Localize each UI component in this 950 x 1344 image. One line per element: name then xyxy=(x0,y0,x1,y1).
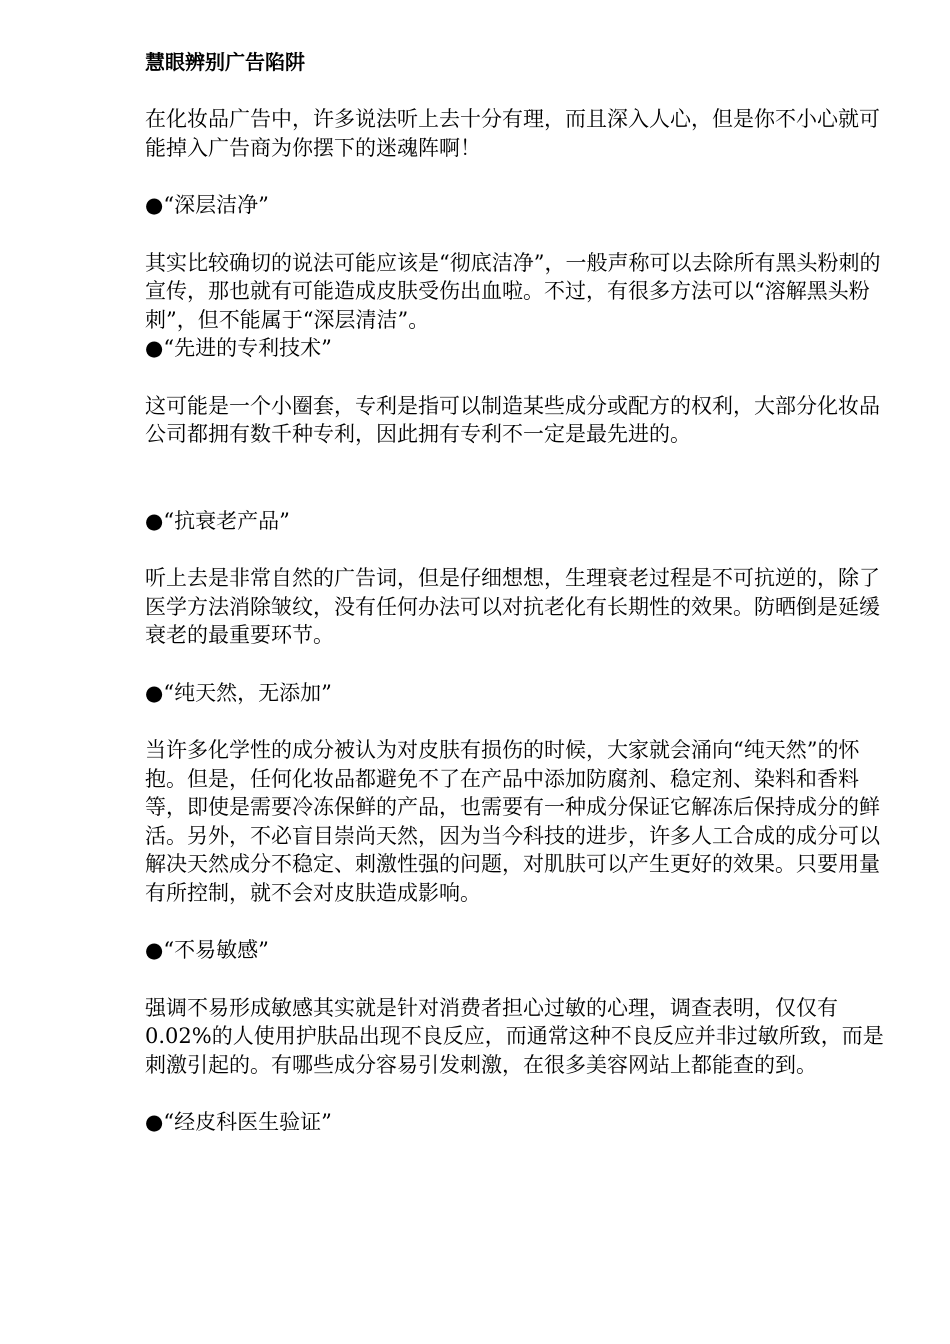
section-heading xyxy=(145,1108,885,1137)
section-heading xyxy=(145,936,885,965)
section-heading xyxy=(145,191,885,220)
bullet-icon: ● xyxy=(145,508,164,533)
bullet-icon: ● xyxy=(145,193,164,217)
bullet-icon: ● xyxy=(145,680,164,705)
section-heading xyxy=(145,507,885,536)
section-heading-text: “纯天然，无添加” xyxy=(163,680,332,705)
section-heading-text: “先进的专利技术” xyxy=(163,336,332,360)
intro-paragraph: 在化妆品广告中，许多说法听上去十分有理，而且深入人心，但是你不小心就可能掉入广告商为你摆下的迷魂阵啊！ xyxy=(145,107,880,160)
section-heading-text: “经皮科医生验证” xyxy=(163,1110,332,1134)
document-title: 慧眼辨别广告陷阱 xyxy=(145,50,305,74)
section-heading-text: “深层洁净” xyxy=(163,193,269,217)
bullet-icon: ● xyxy=(145,938,164,962)
section-paragraph: 当许多化学性的成分被认为对皮肤有损伤的时候，大家就会涌向“纯天然”的怀抱。但是，任何化妆品都避免不了在产品中添加防腐剂、稳定剂、染料和香料等，即使是需要冷冻保鲜的产品，也需要有一种成分保证它解冻后保持成分的鲜活。另外，不必盲目崇尚天然，因为当今科技的进步，许多人工合成的成分可以解决天然成分不稳定、刺激性强的问题，对肌肤可以产生更好的效果。只要用量有所控制，就不会对皮肤造成影响。 xyxy=(145,738,880,905)
bullet-icon: ● xyxy=(145,336,164,360)
section-heading-text: “抗衰老产品” xyxy=(163,508,290,533)
section-heading xyxy=(145,334,885,363)
section-heading xyxy=(145,679,885,708)
bullet-icon: ● xyxy=(145,1110,164,1134)
document-body xyxy=(145,48,885,1166)
section-heading-text: “不易敏感” xyxy=(163,938,269,962)
section-paragraph: 这可能是一个小圈套，专利是指可以制造某些成分或配方的权利，大部分化妆品公司都拥有数千种专利，因此拥有专利不一定是最先进的。 xyxy=(145,393,880,446)
section-paragraph: 其实比较确切的说法可能应该是“彻底洁净”，一般声称可以去除所有黑头粉刺的宣传，那也就有可能造成皮肤受伤出血啦。不过，有很多方法可以“溶解黑头粉刺”，但不能属于“深层清洁”。 xyxy=(145,250,881,332)
section-paragraph: 强调不易形成敏感其实就是针对消费者担心过敏的心理，调查表明，仅仅有 0.02%的人使用护肤品出现不良反应，而通常这种不良反应并非过敏所致，而是刺激引起的。有哪些成分容易引发刺激，在很多美容网站上都能查的到。 xyxy=(145,995,884,1077)
section-paragraph: 听上去是非常自然的广告词，但是仔细想想，生理衰老过程是不可抗逆的，除了医学方法消除皱纹，没有任何办法可以对抗老化有长期性的效果。防晒倒是延缓衰老的最重要环节。 xyxy=(145,566,880,647)
